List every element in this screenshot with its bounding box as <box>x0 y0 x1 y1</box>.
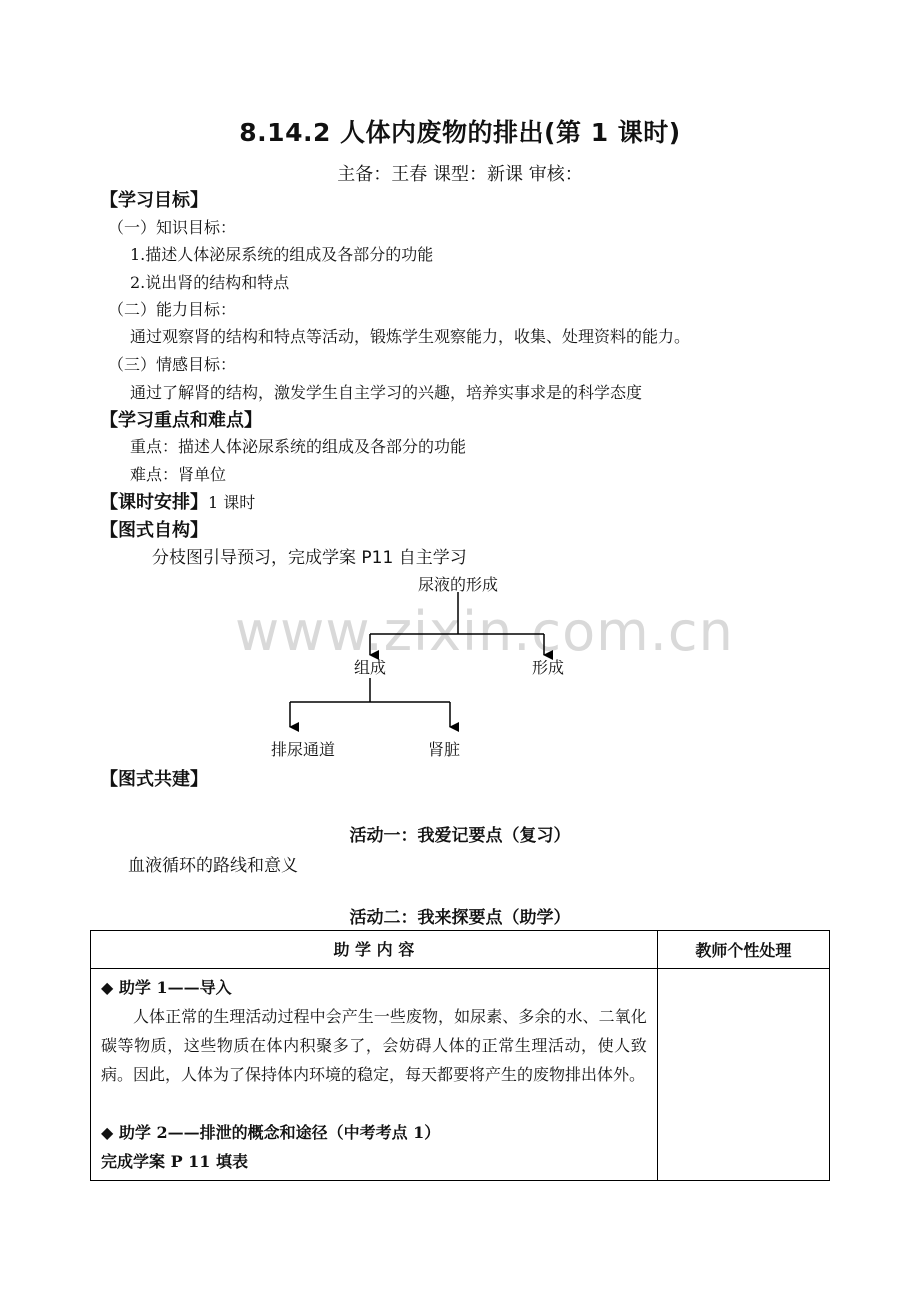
table-header-teacher: 教师个性处理 <box>657 931 829 969</box>
tree-node-urinary-tract: 排尿通道 <box>270 740 335 759</box>
keypoint-difficult: 难点：肾单位 <box>130 465 227 484</box>
knowledge-item-1: 1.描述人体泌尿系统的组成及各部分的功能 <box>130 245 434 264</box>
knowledge-item-2: 2.说出肾的结构和特点 <box>130 273 290 292</box>
help1-title: ◆ 助学 1——导入 <box>101 978 232 997</box>
help2-title: ◆ 助学 2——排泄的概念和途径（中考考点 1） <box>101 1123 441 1142</box>
tree-node-composition: 组成 <box>353 658 386 677</box>
help2-text: 完成学案 P 11 填表 <box>101 1152 249 1171</box>
emotion-label: （三）情感目标： <box>108 355 237 374</box>
table-cell-content <box>91 969 658 1181</box>
schedule-value: 1 课时 <box>208 493 256 512</box>
activity1-text: 血液循环的路线和意义 <box>128 856 298 876</box>
knowledge-label: （一）知识目标： <box>108 218 237 237</box>
table-row <box>91 969 830 1181</box>
page-title: 8.14.2 人体内废物的排出(第 1 课时) <box>239 118 681 147</box>
tree-node-kidney: 肾脏 <box>427 740 460 759</box>
tree-node-root: 尿液的形成 <box>417 575 498 594</box>
self-build-instruction: 分枝图引导预习，完成学案 P11 自主学习 <box>152 548 467 568</box>
watermark: www.zixin.com.cn <box>235 600 734 663</box>
ability-label: （二）能力目标： <box>108 300 237 319</box>
emotion-text: 通过了解肾的结构，激发学生自主学习的兴趣，培养实事求是的科学态度 <box>130 383 643 402</box>
keypoint-key: 重点：描述人体泌尿系统的组成及各部分的功能 <box>130 437 467 456</box>
table-cell-teacher-notes[interactable] <box>657 969 829 1181</box>
co-build-heading: 【图式共建】 <box>100 769 208 790</box>
activity1-title: 活动一：我爱记要点（复习） <box>349 826 571 846</box>
activity2-title: 活动二：我来探要点（助学） <box>349 908 571 928</box>
help1-text: 人体正常的生理活动过程中会产生一些废物，如尿素、多余的水、二氧化碳等物质，这些物质在体内积聚多了，会妨碍人体的正常生理活动，使人致病。因此，人体为了保持体内环境的稳定，每天都要将产生的废物排出体外。 <box>101 1007 647 1084</box>
table-header-content: 助 学 内 容 <box>91 931 658 969</box>
self-build-heading: 【图式自构】 <box>100 520 208 541</box>
objectives-heading: 【学习目标】 <box>100 190 208 211</box>
keypoints-heading: 【学习重点和难点】 <box>100 410 262 431</box>
page-subtitle: 主备：王春 课型：新课 审核： <box>337 164 583 185</box>
schedule-heading: 【课时安排】 <box>100 492 208 513</box>
tree-node-formation: 形成 <box>531 658 564 677</box>
table-header-row <box>91 931 830 969</box>
ability-text: 通过观察肾的结构和特点等活动，锻炼学生观察能力，收集、处理资料的能力。 <box>130 327 691 346</box>
activity2-table <box>90 930 830 1181</box>
spacer <box>101 1089 647 1118</box>
